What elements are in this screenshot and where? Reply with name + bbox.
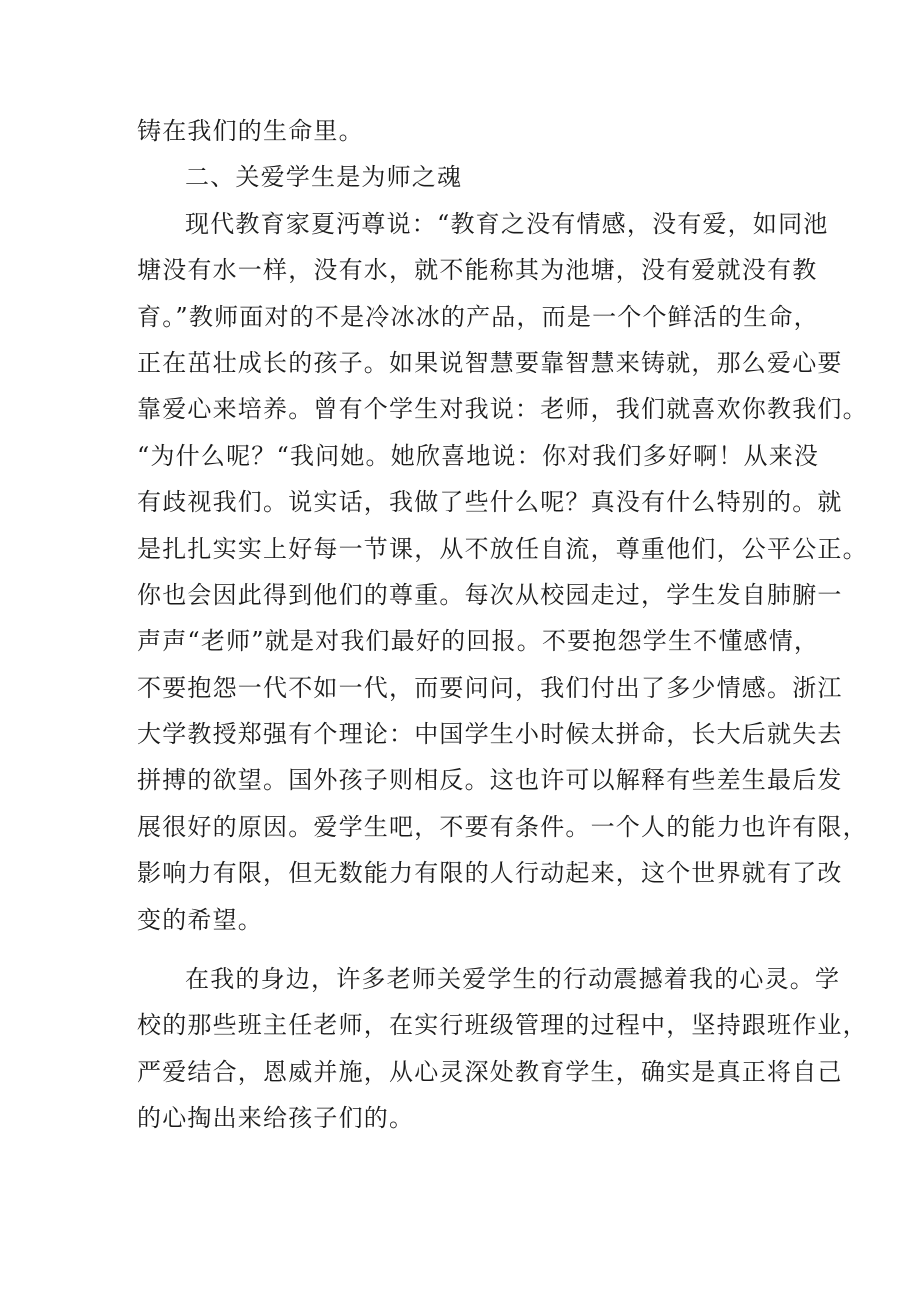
paragraph-line: 塘没有水一样，没有水，就不能称其为池塘，没有爱就没有教 <box>137 256 818 285</box>
paragraph-line: 校的那些班主任老师，在实行班级管理的过程中，坚持跟班作业， <box>137 1011 868 1040</box>
paragraph-line: 正在茁壮成长的孩子。如果说智慧要靠智慧来铸就，那么爱心要 <box>137 348 843 377</box>
paragraph-line: 育。”教师面对的不是冷冰冰的产品，而是一个个鲜活的生命， <box>137 302 819 331</box>
paragraph-line: 靠爱心来培养。曾有个学生对我说：老师，我们就喜欢你教我们。 <box>137 395 868 424</box>
paragraph-teacher-love <box>137 201 868 943</box>
section-heading: 二、关爱学生是为师之魂 <box>185 163 463 192</box>
paragraph-line: 影响力有限，但无数能力有限的人行动起来，这个世界就有了改 <box>137 859 843 888</box>
paragraph-line: 的心掏出来给孩子们的。 <box>137 1104 415 1133</box>
paragraph-line: 严爱结合，恩威并施，从心灵深处教育学生，确实是真正将自己 <box>137 1057 843 1086</box>
paragraph-line: 大学教授郑强有个理论：中国学生小时候太拼命，长大后就失去 <box>137 720 843 749</box>
paragraph-line: “为什么呢？“我问她。她欣喜地说：你对我们多好啊！从来没 <box>137 441 820 470</box>
paragraph-line: 铸在我们的生命里。 <box>137 117 364 145</box>
paragraph-line: 展很好的原因。爱学生吧，不要有条件。一个人的能力也许有限， <box>137 812 868 841</box>
paragraph-line: 变的希望。 <box>137 905 263 934</box>
paragraph-line: 不要抱怨一代不如一代，而要问问，我们付出了多少情感。浙江 <box>137 673 843 702</box>
paragraph-colleagues <box>137 956 868 1142</box>
paragraph-spacer <box>137 943 809 956</box>
paragraph-line: 现代教育家夏沔尊说：“教育之没有情感，没有爱，如同池 <box>185 209 829 238</box>
paragraph-line: 有歧视我们。说实话，我做了些什么呢？真没有什么特别的。就 <box>137 488 843 517</box>
document-body <box>137 108 868 1142</box>
paragraph-line: 在我的身边，许多老师关爱学生的行动震撼着我的心灵。学 <box>185 965 841 994</box>
paragraph-line: 声声“老师”就是对我们最好的回报。不要抱怨学生不懂感情， <box>137 627 820 656</box>
paragraph-line: 你也会因此得到他们的尊重。每次从校园走过，学生发自肺腑一 <box>137 580 843 609</box>
paragraph-line: 拼搏的欲望。国外孩子则相反。这也许可以解释有些差生最后发 <box>137 766 843 795</box>
paragraph-line: 是扎扎实实上好每一节课，从不放任自流，尊重他们，公平公正。 <box>137 534 868 563</box>
